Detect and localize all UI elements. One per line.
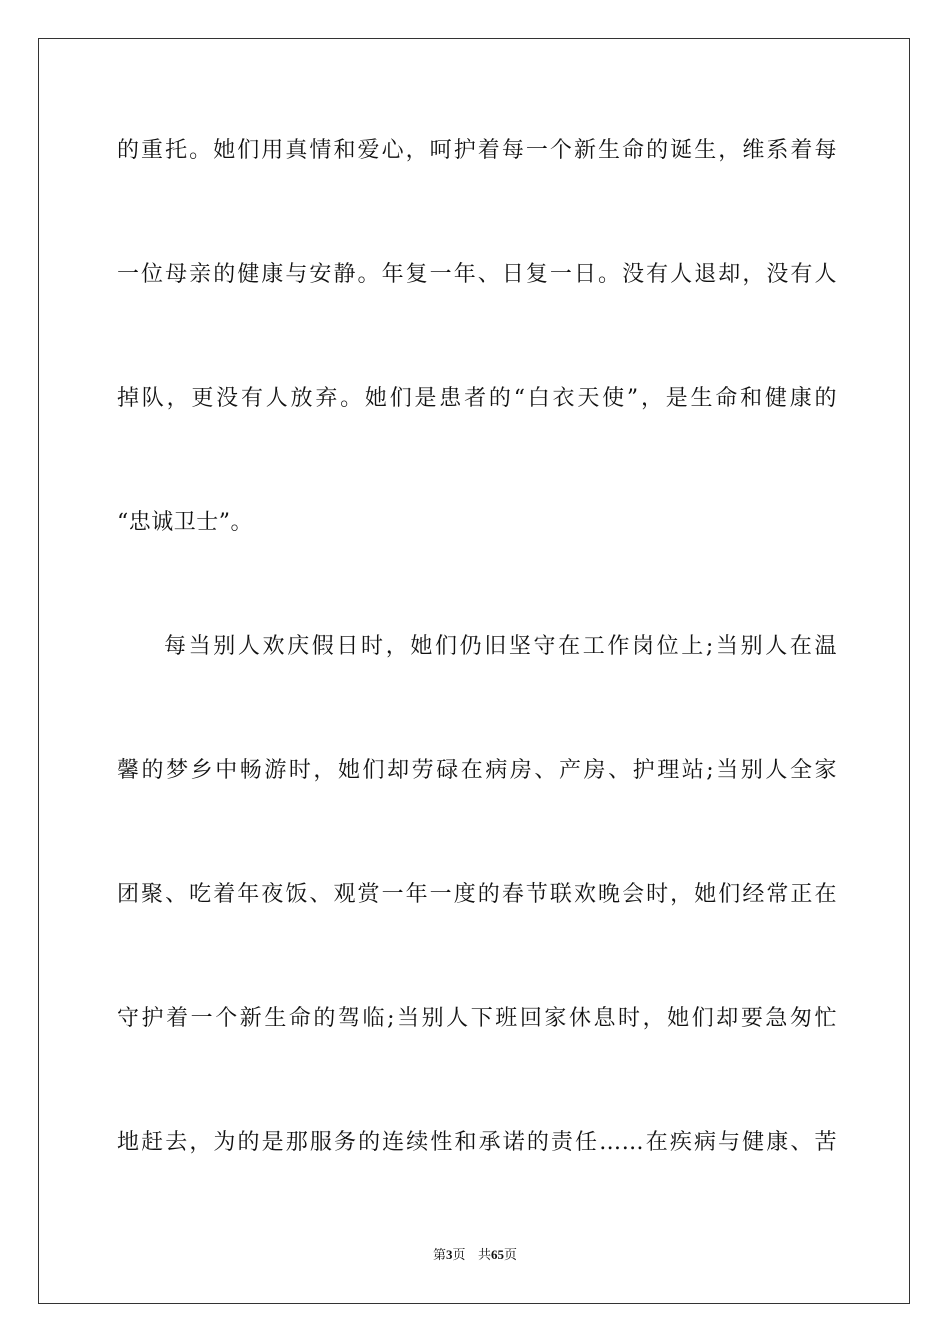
footer-page-number: 3: [446, 1247, 453, 1262]
body-line-7: 团聚、吃着年夜饭、观赏一年一度的春节联欢晚会时，她们经常正在: [117, 882, 837, 907]
body-line-3: 掉队，更没有人放弃。她们是患者的“白衣天使”，是生命和健康的: [117, 386, 837, 411]
body-line-8: 守护着一个新生命的驾临;当别人下班回家休息时，她们却要急匆忙: [117, 1006, 837, 1031]
footer-total-prefix: 共: [477, 1248, 491, 1263]
body-line-1: 的重托。她们用真情和爱心，呵护着每一个新生命的诞生，维系着每: [117, 138, 837, 163]
footer-total-pages: 65: [490, 1247, 504, 1262]
page-footer: [0, 1246, 950, 1265]
footer-page-suffix: 页: [452, 1248, 466, 1263]
body-line-2: 一位母亲的健康与安静。年复一年、日复一日。没有人退却，没有人: [117, 262, 837, 287]
body-line-4: “忠诚卫士”。: [117, 510, 253, 535]
body-line-9: 地赶去，为的是那服务的连续性和承诺的责任……在疾病与健康、苦: [117, 1130, 837, 1155]
footer-total-suffix: 页: [503, 1248, 517, 1263]
footer-page-prefix: 第: [433, 1248, 447, 1263]
page-border: [38, 38, 910, 1304]
body-line-5-indented: 每当别人欢庆假日时，她们仍旧坚守在工作岗位上;当别人在温: [164, 634, 837, 659]
body-line-6: 馨的梦乡中畅游时，她们却劳碌在病房、产房、护理站;当别人全家: [117, 758, 837, 783]
